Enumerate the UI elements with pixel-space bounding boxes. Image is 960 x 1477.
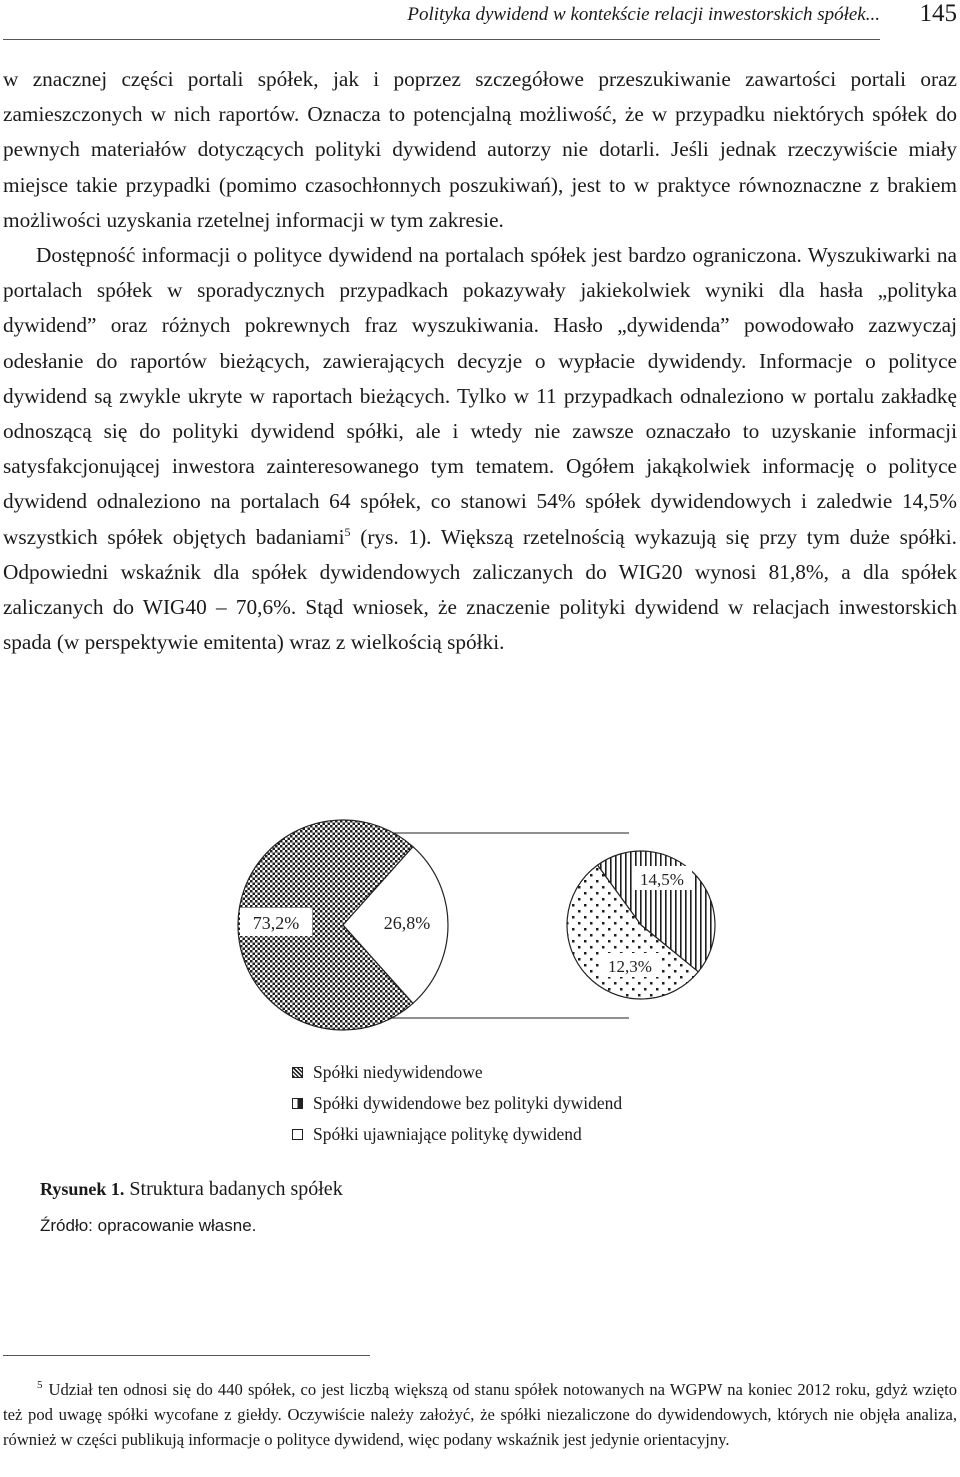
- footnote-text: Udział ten odnosi się do 440 spółek, co jest liczbą większą od stanu spółek notowanych na WGPW na koniec 2012 roku, gdyż wzięto też pod uwagę spółki wycofane z giełdy. Oczywiście należy założyć, że spółki niezaliczone do dywidendowych, których nie objęła analiza, również w części publikują informacje o polityce dywidend, więc podany wskaźnik jest jedynie orientacyjny.: [3, 1380, 957, 1449]
- label-niedywidendowe: 73,2%: [252, 913, 300, 933]
- figure-caption-text: Struktura badanych spółek: [124, 1178, 343, 1200]
- page-number: 145: [919, 0, 957, 27]
- label-bez-polityki: 12,3%: [608, 957, 652, 976]
- paragraph-2: [3, 238, 957, 660]
- running-title: Polityka dywidend w kontekście relacji inwestorskich spółek...: [407, 4, 880, 25]
- legend-label: Spółki ujawniające politykę dywidend: [313, 1124, 582, 1144]
- legend-swatch-striped: [292, 1098, 303, 1109]
- page-header: [0, 0, 960, 44]
- header-rule: [3, 39, 880, 40]
- paragraph-1: w znacznej części portali spółek, jak i poprzez szczegółowe przeszukiwanie zawartości portali oraz zamieszczonych w nich raportów. Oznacza to potencjalną możliwość, że w przypadku niektórych spółek do pewnych materiałów dotyczących polityki dywidend autorzy nie dotarli. Jeśli jednak rzeczywiście miały miejsce takie przypadki (pomimo czasochłonnych poszukiwań), jest to w praktyce równoznaczne z brakiem możliwości uzyskania rzetelnej informacji w tym zakresie.: [3, 67, 957, 232]
- label-ujawniajace: 14,5%: [640, 870, 684, 889]
- legend-label: Spółki dywidendowe bez polityki dywidend: [313, 1093, 623, 1113]
- footnote-reference[interactable]: 5: [344, 524, 351, 539]
- pie-chart: [0, 800, 960, 1060]
- figure-source: Źródło: opracowanie własne.: [40, 1216, 257, 1235]
- footnote: [3, 1377, 957, 1452]
- paragraph-2-part-2: (rys. 1). Większą rzetelnością wykazują się przy tym duże spółki. Odpowiedni wskaźnik dla spółek dywidendowych zaliczanych do WIG20 wynosi 81,8%, a dla spółek zaliczanych do WIG40 – 70,6%. Stąd wniosek, że znaczenie polityki dywidend w relacjach inwestorskich spada (w perspektywie emitenta) wraz z wielkością spółki.: [3, 524, 957, 655]
- legend-swatch-dotted: [292, 1129, 303, 1140]
- legend-item-ujawniajace: [292, 1119, 622, 1150]
- chart-legend: [292, 1057, 622, 1150]
- footnote-mark: 5: [37, 1379, 43, 1392]
- paragraph-2-part-1: Dostępność informacji o polityce dywidend na portalach spółek jest bardzo ograniczona. Wyszukiwarki na portalach spółek w sporadycznych przypadkach pokazywały jakiekolwiek wyniki dla hasła „polityka dywidend” oraz różnych pokrewnych fraz wyszukiwania. Hasło „dywidenda” powodowało zazwyczaj odesłanie do raportów bieżących, zawierających decyzje o wypłacie dywidendy. Informacje o polityce dywidend są zwykle ukryte w raportach bieżących. Tylko w 11 przypadkach odnaleziono w portalu zakładkę odnoszącą się do polityki dywidend spółki, ale i wtedy nie zawsze oznaczało to uzyskanie informacji satysfakcjonującej inwestora zainteresowanego tym tematem. Ogółem jakąkolwiek informację o polityce dywidend odnaleziono na portalach 64 spółek, co stanowi 54% spółek dywidendowych i zaledwie 14,5% wszystkich spółek objętych badaniami: [3, 243, 957, 549]
- legend-item-bez-polityki: [292, 1088, 622, 1119]
- figure-caption-label: Rysunek 1.: [40, 1179, 125, 1199]
- legend-swatch-hatched: [292, 1067, 303, 1078]
- legend-label: Spółki niedywidendowe: [313, 1062, 483, 1082]
- label-dywidendowe: 26,8%: [383, 913, 431, 933]
- legend-item-niedywidendowe: [292, 1057, 622, 1088]
- figure-caption: [40, 1178, 343, 1201]
- body-text: [3, 62, 957, 660]
- footnote-rule: [3, 1355, 370, 1356]
